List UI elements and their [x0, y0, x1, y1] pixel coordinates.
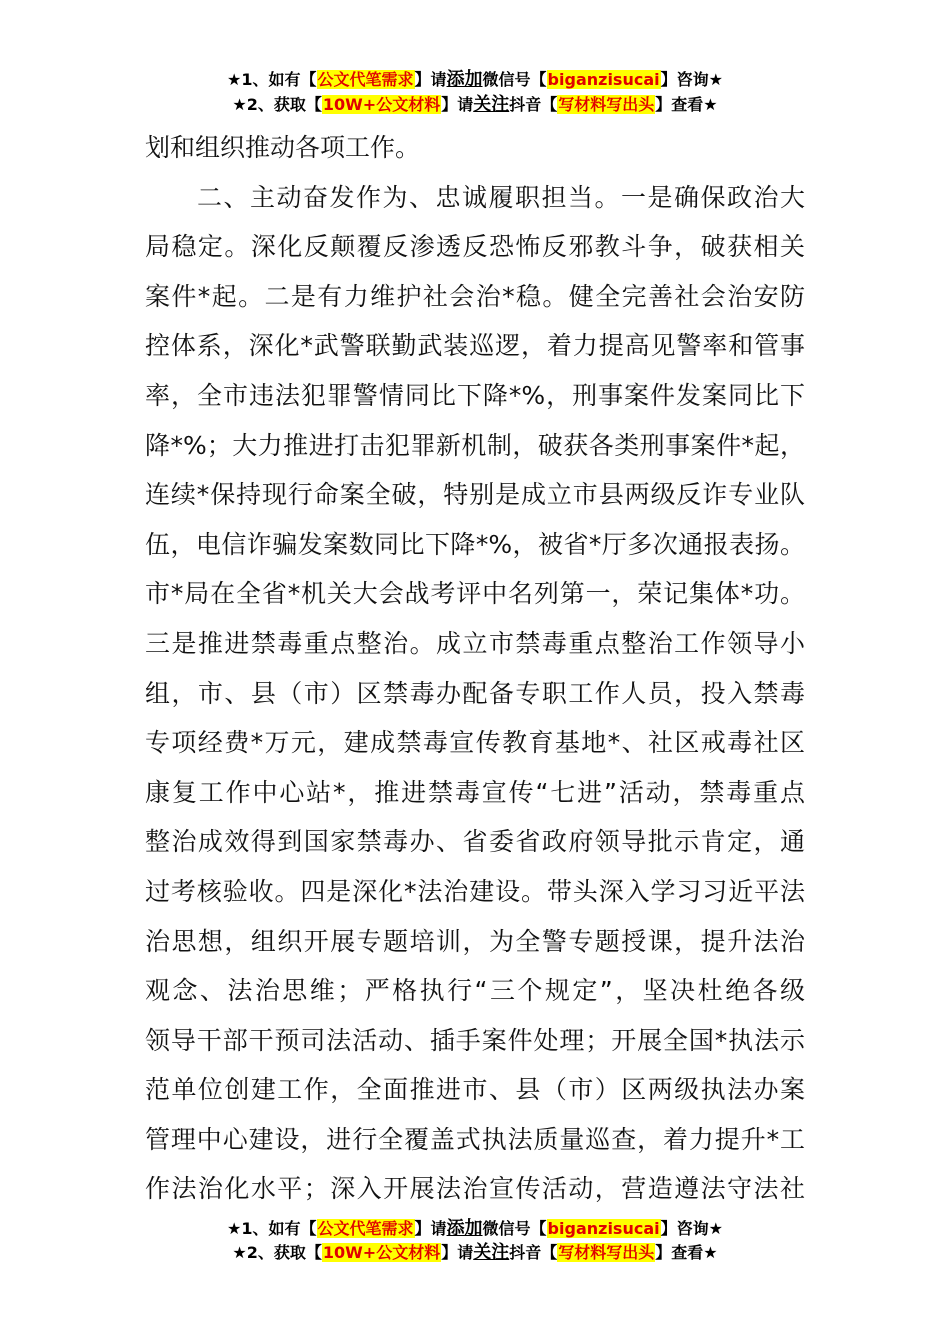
header-line-2-mid-2: 抖音【 [509, 95, 558, 114]
footer-line-2-mid-2: 抖音【 [509, 1243, 558, 1262]
body-line: 三是推进禁毒重点整治。成立市禁毒重点整治工作领导小 [145, 628, 805, 658]
body-line: 专项经费*万元，建成禁毒宣传教育基地*、社区戒毒社区 [145, 728, 805, 758]
footer-line-2-emphasis: 关注 [473, 1242, 510, 1263]
header-line-2-emphasis: 关注 [473, 94, 510, 115]
body-line: 降*%；大力推进打击犯罪新机制，破获各类刑事案件*起， [145, 430, 805, 460]
header-line-2-highlight-materials: 10W+公文材料 [322, 95, 441, 114]
header-line-2-highlight-douyin: 写材料写出头 [558, 95, 655, 114]
body-line: 局稳定。深化反颠覆反渗透反恐怖反邪教斗争，破获相关 [145, 232, 805, 262]
header-line-2-prefix: ★2、获取【 [232, 95, 322, 114]
footer-line-1-highlight-service: 公文代笔需求 [317, 1219, 414, 1238]
footer-line-2-highlight-materials: 10W+公文材料 [322, 1243, 441, 1262]
footer-line-2 [0, 1241, 950, 1265]
body-line: 控体系，深化*武警联勤武装巡逻，着力提高见警率和管事 [145, 331, 805, 361]
header-line-1-highlight-service: 公文代笔需求 [317, 70, 414, 89]
footer-line-2-prefix: ★2、获取【 [232, 1243, 322, 1262]
header-line-2-mid: 】请 [441, 95, 474, 114]
body-line: 范单位创建工作，全面推进市、县（市）区两级执法办案 [145, 1075, 805, 1105]
footer-line-2-mid: 】请 [441, 1243, 474, 1262]
body-line: 管理中心建设，进行全覆盖式执法质量巡查，着力提升*工 [145, 1124, 805, 1154]
body-line: 划和组织推动各项工作。 [145, 133, 421, 162]
body-line: 组，市、县（市）区禁毒办配备专职工作人员，投入禁毒 [145, 678, 805, 708]
footer-line-2-highlight-douyin: 写材料写出头 [558, 1243, 655, 1262]
header-banner [0, 67, 950, 117]
body-line: 二、主动奋发作为、忠诚履职担当。一是确保政治大 [197, 182, 805, 212]
body-line: 案件*起。二是有力维护社会治*稳。健全完善社会治安防 [145, 281, 805, 311]
footer-line-1-highlight-wechat: biganzisucai [547, 1219, 660, 1238]
footer-line-1-prefix: ★1、如有【 [227, 1219, 317, 1238]
header-line-2-suffix: 】查看★ [655, 95, 718, 114]
body-line: 连续*保持现行命案全破，特别是成立市县两级反诈专业队 [145, 480, 805, 510]
body-line: 作法治化水平；深入开展法治宣传活动，营造遵法守法社 [145, 1174, 805, 1204]
header-line-1-prefix: ★1、如有【 [227, 70, 317, 89]
footer-line-1-emphasis: 添加 [446, 1218, 483, 1239]
header-line-2 [0, 92, 950, 117]
body-line: 率，全市违法犯罪警情同比下降*%，刑事案件发案同比下 [145, 380, 805, 410]
footer-line-1-suffix: 】咨询★ [660, 1219, 723, 1238]
header-line-1-mid-2: 微信号【 [482, 70, 547, 89]
header-line-1-mid: 】请 [414, 70, 447, 89]
body-line: 治思想，组织开展专题培训，为全警专题授课，提升法治 [145, 926, 805, 956]
document-body [145, 123, 805, 1214]
body-line: 观念、法治思维；严格执行“三个规定”，坚决杜绝各级 [145, 976, 805, 1006]
footer-line-1 [0, 1217, 950, 1241]
body-line: 市*局在全省*机关大会战考评中名列第一，荣记集体*功。 [145, 579, 805, 609]
footer-banner [0, 1217, 950, 1265]
body-line: 领导干部干预司法活动、插手案件处理；开展全国*执法示 [145, 1025, 805, 1055]
footer-line-1-mid: 】请 [414, 1219, 447, 1238]
footer-line-1-mid-2: 微信号【 [482, 1219, 547, 1238]
body-line: 康复工作中心站*，推进禁毒宣传“七进”活动，禁毒重点 [145, 777, 805, 807]
body-line: 整治成效得到国家禁毒办、省委省政府领导批示肯定，通 [145, 827, 805, 857]
body-line: 伍，电信诈骗发案数同比下降*%，被省*厅多次通报表扬。 [145, 529, 805, 559]
header-line-1-suffix: 】咨询★ [660, 70, 723, 89]
header-line-1-highlight-wechat: biganzisucai [547, 70, 660, 89]
footer-line-2-suffix: 】查看★ [655, 1243, 718, 1262]
header-line-1 [0, 67, 950, 92]
header-line-1-emphasis: 添加 [446, 69, 483, 90]
body-line: 过考核验收。四是深化*法治建设。带头深入学习习近平法 [145, 876, 805, 906]
